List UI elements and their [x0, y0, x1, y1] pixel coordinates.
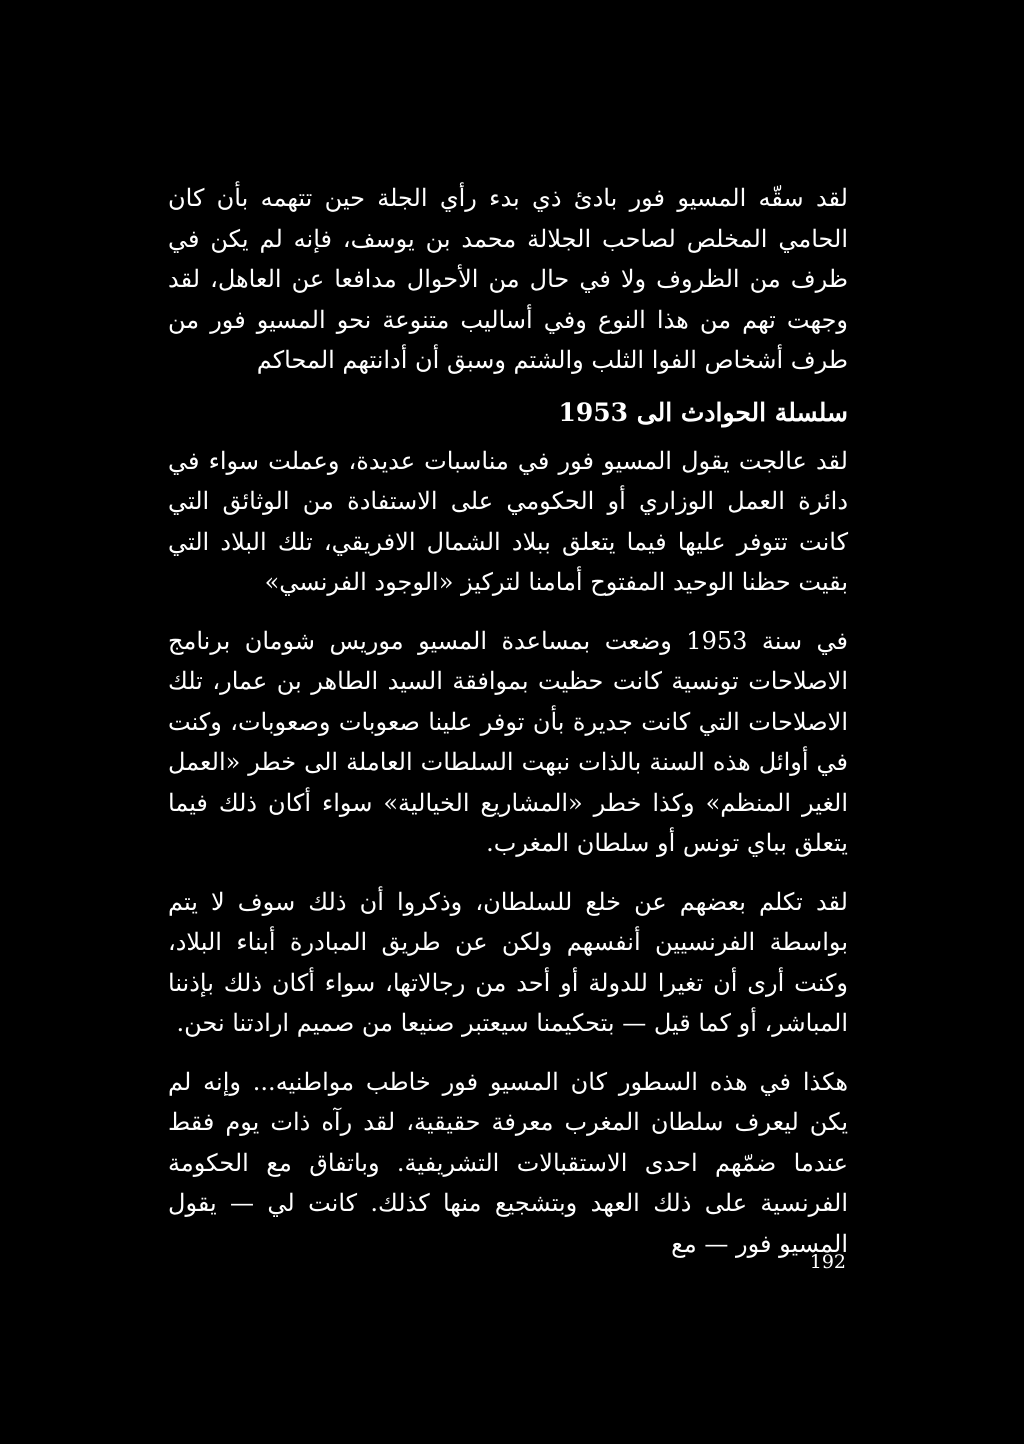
- paragraph-1: لقد عالجت يقول المسيو فور في مناسبات عديدة، وعملت سواء في دائرة العمل الوزاري أو الحكومي على الاستفادة من الوثائق التي كانت تتوفر عليها فيما يتعلق ببلاد الشمال الافريقي، تلك البلاد التي بقيت حظنا الوحيد المفتوح أمامنا لتركيز «الوجود الفرنسي»: [168, 446, 849, 596]
- page-number: 192: [809, 1251, 846, 1273]
- paragraph-2: في سنة 1953 وضعت بمساعدة المسيو موريس شومان برنامج الاصلاحات تونسية كانت حظيت بموافقة السيد الطاهر بن عمار، تلك الاصلاحات التي كانت جديرة بأن توفر علينا صعوبات وصعوبات، وكنت في أوائل هذه السنة بالذات نبهت السلطات العاملة الى خطر «العمل الغير المنظم» وكذا خطر «المشاريع الخيالية» سواء أكان ذلك فيما يتعلق بباي تونس أو سلطان المغرب.: [168, 626, 849, 857]
- intro-paragraph: لقد سقّه المسيو فور بادئ ذي بدء رأي الجلة حين تتهمه بأن كان الحامي المخلص لصاحب الجلالة محمد بن يوسف، فإنه لم يكن في ظرف من الظروف ولا في حال من الأحوال مدافعا عن العاهل، لقد وجهت تهم من هذا النوع وفي أساليب متنوعة نحو المسيو فور من طرف أشخاص الفوا الثلب والشتم وسبق أن أدانتهم المحاكم: [168, 184, 848, 374]
- paragraph-4: هكذا في هذه السطور كان المسيو فور خاطب مواطنيه... وإنه لم يكن ليعرف سلطان المغرب معرفة حقيقية، لقد رآه ذات يوم فقط عندما ضمّهم احدى الاستقبالات التشريفية. وباتفاق مع الحكومة الفرنسية على ذلك العهد وبتشجيع منها كذلك. كانت لي — يقول المسيو فور — مع: [168, 1067, 848, 1258]
- paragraph-3: لقد تكلم بعضهم عن خلع للسلطان، وذكروا أن ذلك سوف لا يتم بواسطة الفرنسيين أنفسهم ولكن عن طريق المبادرة أبناء البلاد، وكنت أرى أن تغيرا للدولة أو أحد من رجالاتها، سواء أكان ذلك بإذننا المباشر، أو كما قيل — بتحكيمنا سيعتبر صنيعا من صميم ارادتنا نحن.: [168, 887, 848, 1037]
- section-heading: سلسلة الحوادث الى 1953: [558, 397, 848, 427]
